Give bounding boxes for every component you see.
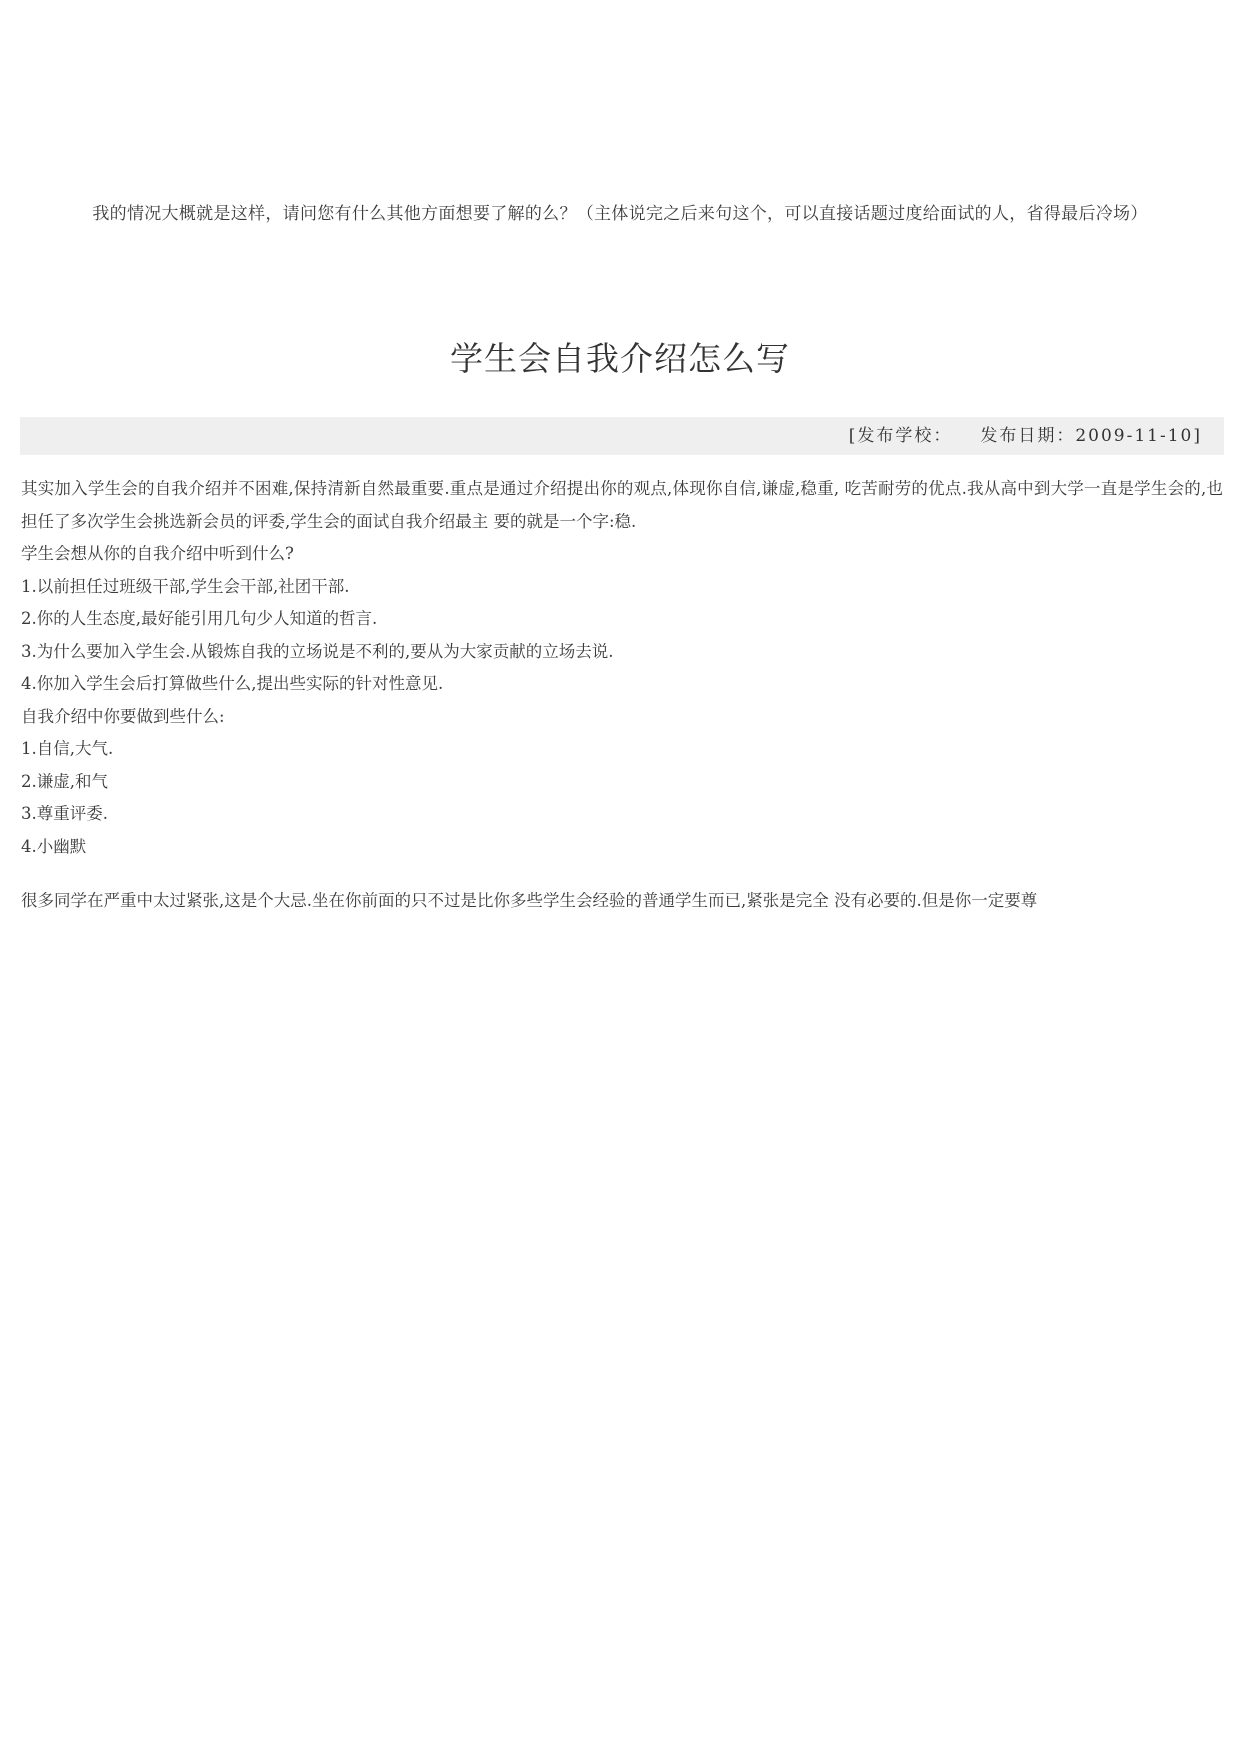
section1-heading: 学生会想从你的自我介绍中听到什么? [21,544,294,563]
paragraph-spacer [21,863,1223,885]
article-body [21,473,1223,918]
list-item: 3.为什么要加入学生会.从锻炼自我的立场说是不利的,要从为大家贡献的立场去说. [21,641,614,661]
list-item: 2.你的人生态度,最好能引用几句少人知道的哲言. [21,609,378,628]
previous-article-closing-line: 我的情况大概就是这样，请问您有什么其他方面想要了解的么？（主体说完之后来句这个，可以直接话题过度给面试的人，省得最后冷场） [92,204,1148,224]
section2-heading: 自我介绍中你要做到些什么: [21,706,225,726]
list-item: 4.你加入学生会后打算做些什么,提出些实际的针对性意见. [21,674,444,693]
list-item: 4.小幽默 [21,836,87,856]
publish-date-label: 发布日期：2009-11-10] [980,426,1202,446]
list-item: 1.自信,大气. [21,739,114,758]
intro-paragraph: 其实加入学生会的自我介绍并不困难,保持清新自然最重要.重点是通过介绍提出你的观点,体现你自信,谦虚,稳重, 吃苦耐劳的优点.我从高中到大学一直是学生会的,也担任了多次学生会挑选新会员的评委,学生会的面试自我介绍最主 要的就是一个字:稳. [21,479,1223,531]
list-item: 3.尊重评委. [21,804,108,823]
article-meta-bar [20,417,1224,455]
closing-paragraph: 很多同学在严重中太过紧张,这是个大忌.坐在你前面的只不过是比你多些学生会经验的普通学生而已,紧张是完全 没有必要的.但是你一定要尊 [21,891,1038,910]
publish-school-label: [发布学校： [848,426,953,446]
list-item: 1.以前担任过班级干部,学生会干部,社团干部. [21,576,350,596]
article-title: 学生会自我介绍怎么写 [450,339,790,378]
list-item: 2.谦虚,和气 [21,771,108,791]
